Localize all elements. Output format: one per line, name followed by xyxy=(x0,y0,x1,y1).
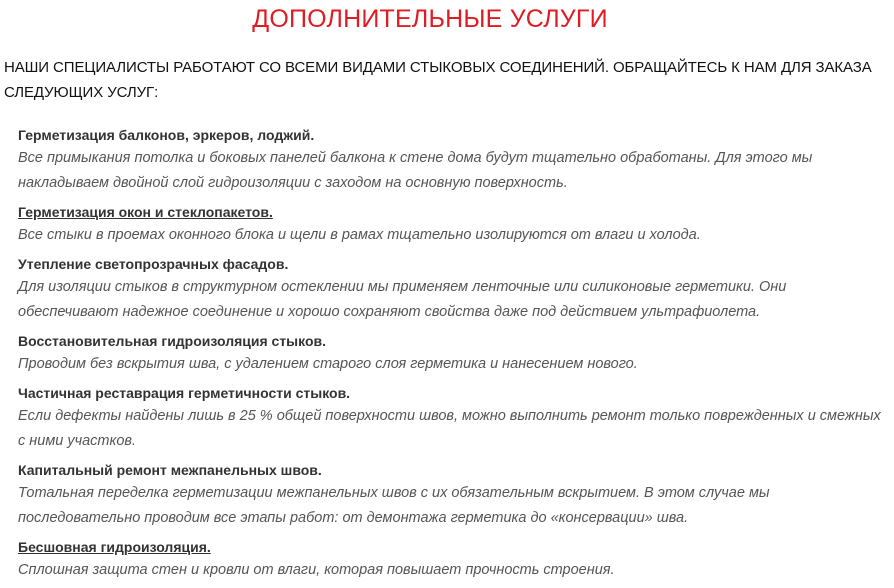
service-item-facade-insulation xyxy=(18,253,884,325)
service-item-capital-repair xyxy=(18,459,884,531)
services-list xyxy=(18,124,884,588)
service-title-capital-repair: Капитальный ремонт межпанельных швов. xyxy=(18,462,322,478)
service-description-restorative-waterproofing: Проводим без вскрытия шва, с удалением старого слоя герметика и нанесением нового. xyxy=(18,356,638,372)
service-description-facade-insulation: Для изоляции стыков в структурном остеклении мы применяем ленточные или силиконовые герметики. Они обеспечивают надежное соединение и хорошо сохраняют свойства даже под действием ультрафиолета. xyxy=(18,279,787,320)
section-title: ДОПОЛНИТЕЛЬНЫЕ УСЛУГИ xyxy=(252,5,608,33)
service-item-seamless-waterproofing xyxy=(18,536,884,583)
service-description-partial-restoration: Если дефекты найдены лишь в 25 % общей поверхности швов, можно выполнить ремонт только поврежденных и смежных с ними участков. xyxy=(18,408,881,449)
service-item-window-sealing xyxy=(18,201,884,248)
service-title-facade-insulation: Утепление светопрозрачных фасадов. xyxy=(18,256,289,272)
service-item-restorative-waterproofing xyxy=(18,330,884,377)
service-description-window-sealing: Все стыки в проемах оконного блока и щели в рамах тщательно изолируются от влаги и холода. xyxy=(18,227,701,243)
service-description-seamless-waterproofing: Сплошная защита стен и кровли от влаги, которая повышает прочность строения. xyxy=(18,562,615,578)
section-intro: НАШИ СПЕЦИАЛИСТЫ РАБОТАЮТ СО ВСЕМИ ВИДАМИ СТЫКОВЫХ СОЕДИНЕНИЙ. ОБРАЩАЙТЕСЬ К НАМ ДЛЯ ЗАКАЗА СЛЕДУЮЩИХ УСЛУГ: xyxy=(4,59,872,101)
service-item-balcony-sealing xyxy=(18,124,884,196)
service-title-restorative-waterproofing: Восстановительная гидроизоляция стыков. xyxy=(18,333,327,349)
service-title-partial-restoration: Частичная реставрация герметичности стыков. xyxy=(18,385,351,401)
service-description-capital-repair: Тотальная переделка герметизации межпанельных швов с их обязательным вскрытием. В этом случае мы последовательно проводим все этапы работ: от демонтажа герметика до «консервации» шва. xyxy=(18,485,770,526)
service-title-balcony-sealing: Герметизация балконов, эркеров, лоджий. xyxy=(18,127,315,143)
service-link-seamless-waterproofing[interactable]: Бесшовная гидроизоляция. xyxy=(18,539,211,555)
service-description-balcony-sealing: Все примыкания потолка и боковых панелей балкона к стене дома будут тщательно обработаны. Для этого мы накладываем двойной слой гидроизоляции с заходом на основную поверхность. xyxy=(18,150,813,191)
service-item-partial-restoration xyxy=(18,382,884,454)
service-link-window-sealing[interactable]: Герметизация окон и стеклопакетов. xyxy=(18,204,273,220)
